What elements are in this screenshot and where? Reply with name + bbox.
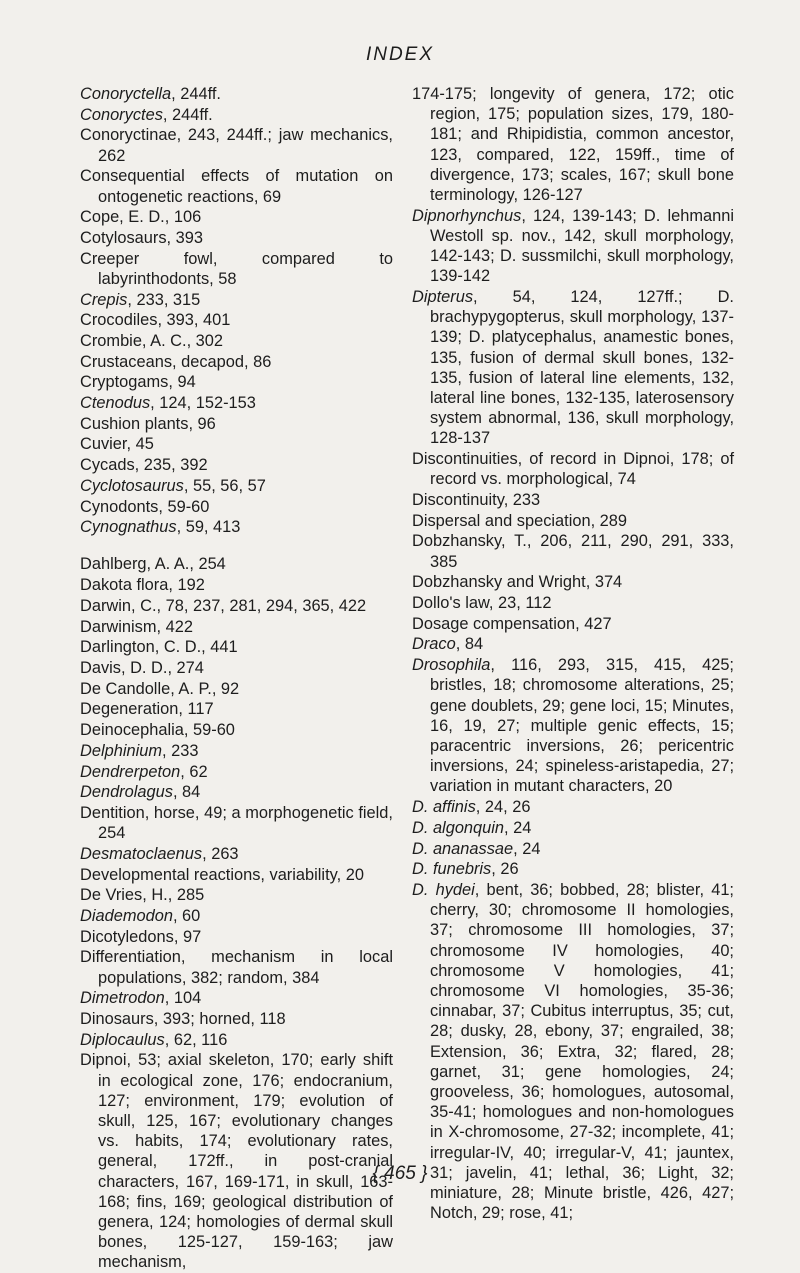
- index-references: , 59-60: [183, 721, 235, 740]
- index-entry: [80, 885, 393, 905]
- index-references: , 92: [211, 679, 240, 698]
- index-references: , 23, 112: [488, 594, 552, 613]
- index-term: Deinocephalia: [80, 721, 184, 740]
- index-term: Conoryctella: [80, 85, 172, 103]
- index-entry: [80, 596, 393, 616]
- index-references: , 374: [585, 573, 623, 592]
- index-entry: [412, 206, 734, 287]
- index-references: , 24, 26: [475, 798, 531, 817]
- page-number: { 465 }: [372, 1163, 428, 1184]
- index-entry: [80, 455, 393, 475]
- index-references: , 55, 56, 57: [183, 476, 266, 495]
- index-term: Cynognathus: [80, 518, 177, 537]
- index-entry: [80, 331, 393, 351]
- index-term: Dispersal and speciation: [412, 511, 591, 530]
- index-entry: [80, 372, 393, 392]
- index-entry: [412, 572, 734, 592]
- index-term: Crombie, A. C.: [80, 331, 187, 350]
- index-references: , 233, 315: [127, 290, 201, 309]
- index-term: Dipnorhynchus: [412, 206, 522, 225]
- index-term: Ctenodus: [80, 394, 151, 413]
- index-references: , 117: [178, 700, 214, 719]
- index-references: , bent, 36; bobbed, 28; blister, 41; cherry, 30; chromosome II homologies, 37; chromosome III homologies, 37; chromosome IV homologies, 40; chromosome V homologies, 41; chromosome VI homologies, 35-36; cinnabar, 37; Cubitus interruptus, 35; cut, 28; dusky, 28, ebony, 37; engrailed, 38; Extension, 36; Extra, 32; flared, 28; garnet, 31; gene homologies, 24; grooveless, 36; homologues, autosomal, 35-41; homologues and non-homologues in X-chromosome, 27-32; incomplete, 41; irregular-IV, 40; irregular-V, 41; jauntex, 31; javelin, 41; lethal, 36; Light, 32; miniature, 28; Minute bristle, 426, 427; Notch, 29; rose, 41;: [430, 880, 734, 1223]
- index-references: , 96: [188, 414, 216, 433]
- index-term: Davis, D. D.: [80, 658, 168, 677]
- index-entry: [412, 614, 734, 634]
- index-term: D. affinis: [412, 798, 476, 817]
- index-term: Delphinium: [80, 741, 162, 760]
- index-term: D. hydei: [412, 880, 475, 899]
- index-references: , 302: [186, 331, 224, 350]
- index-entry: [80, 166, 393, 206]
- index-entry: [80, 352, 393, 372]
- index-entry: [80, 988, 393, 1008]
- index-entry: [80, 947, 393, 987]
- index-entry: [80, 679, 393, 699]
- index-references: , 78, 237, 281, 294, 365, 422: [156, 596, 367, 615]
- index-references: , 59, 413: [176, 518, 241, 537]
- index-term: Developmental reactions, variability: [80, 865, 337, 884]
- index-term: Cotylosaurs: [80, 228, 167, 247]
- index-entry: [412, 797, 734, 817]
- index-references: , 243, 244ff.; jaw mechanics, 262: [98, 126, 393, 165]
- index-term: Drosophila: [412, 656, 491, 675]
- index-term: Draco: [412, 635, 456, 654]
- index-references: , 393, 401: [157, 311, 231, 330]
- index-term: Darlington, C. D.: [80, 638, 202, 657]
- index-entry: [80, 554, 393, 574]
- index-entry: [80, 927, 393, 947]
- index-term: Cyclotosaurus: [80, 476, 184, 495]
- index-references: , 24: [504, 818, 532, 837]
- index-references: , 24: [513, 839, 541, 858]
- index-entry: [80, 393, 393, 413]
- index-references: , 62: [180, 762, 208, 781]
- index-references: , 97: [173, 927, 202, 946]
- index-term: Dobzhansky, T.: [412, 532, 527, 551]
- index-term: Consequential effects of mutation on ontogenetic reactions: [80, 167, 393, 206]
- index-entry: [80, 658, 393, 678]
- index-term: Dosage compensation: [412, 614, 576, 633]
- index-entry: [80, 844, 393, 864]
- index-entry: [80, 1050, 393, 1272]
- index-references: , 58: [209, 269, 237, 288]
- index-term: Dentition, horse: [80, 803, 195, 822]
- index-references: , 106: [164, 208, 202, 227]
- index-references: , 62, 116: [164, 1030, 228, 1049]
- index-references: , 84: [455, 635, 484, 654]
- index-references: , 263: [202, 844, 239, 863]
- index-references: , 60: [172, 906, 201, 925]
- index-column-right: [412, 84, 734, 1224]
- index-term: Cycads: [80, 456, 135, 475]
- index-references: , 192: [168, 576, 205, 595]
- index-term: Dendrolagus: [80, 783, 173, 802]
- index-entry: [412, 839, 734, 859]
- index-references: , 235, 392: [134, 456, 208, 475]
- index-references: , 53; axial skeleton, 170; early shift in ecological zone, 176; endocranium, 127; environment, 179; evolution of skull, 125, 167; evolutionary changes vs. habits, 174; evolutionary rates, general, 172ff., in post-cranial characters, 167, 169-171, in skull, 163-168; fins, 169; geological distribution of genera, 124; homologies of dermal skull bones, 125-127, 159-163; jaw mechanism,: [98, 1051, 393, 1272]
- index-references: , 104: [164, 989, 202, 1008]
- index-term: Conoryctinae: [80, 126, 177, 145]
- index-entry: [412, 859, 734, 879]
- index-column-left: [80, 84, 393, 1273]
- index-references: , 124, 152-153: [150, 394, 256, 413]
- index-term: Dimetrodon: [80, 989, 165, 1008]
- index-term: Crocodiles: [80, 311, 158, 330]
- index-entry: [80, 476, 393, 496]
- index-term: Differentiation, mechanism in local populations: [80, 948, 393, 987]
- index-references: , 20: [336, 865, 364, 884]
- index-entry: [80, 105, 393, 125]
- index-references: , 254: [189, 555, 226, 574]
- index-term: Conoryctes: [80, 105, 163, 124]
- index-entry: [80, 720, 393, 740]
- index-entry: [80, 290, 393, 310]
- index-term: Dicotyledons: [80, 927, 174, 946]
- index-entry: [80, 517, 393, 537]
- index-references: , 289: [590, 511, 628, 530]
- index-entry: [80, 1009, 393, 1029]
- index-term: Cryptogams: [80, 373, 169, 392]
- index-entry-continuation: [412, 84, 734, 205]
- page-header: INDEX: [365, 44, 435, 65]
- index-entry: [412, 490, 734, 510]
- index-term: Discontinuities, of record in Dipnoi: [412, 450, 670, 469]
- index-term: Degeneration: [80, 700, 179, 719]
- index-term: Dipnoi: [80, 1051, 127, 1070]
- index-term: Cynodonts: [80, 497, 159, 516]
- index-entry: [412, 531, 734, 571]
- index-entry: [80, 782, 393, 802]
- index-references: , 233: [162, 741, 199, 760]
- index-references: , 393: [166, 228, 204, 247]
- index-term: De Candolle, A. P.: [80, 679, 212, 698]
- index-entry: [80, 125, 393, 165]
- index-term: Dahlberg, A. A.: [80, 555, 190, 574]
- index-references: , 274: [167, 658, 204, 677]
- index-references: , 26: [491, 860, 519, 879]
- index-entry: [80, 414, 393, 434]
- index-term: Dendrerpeton: [80, 762, 181, 781]
- index-references: , 124, 139-143; D. lehmanni Westoll sp. nov., 142, skull morphology, 142-143; D. sussmilchi, skull morphology, 139-142: [430, 206, 734, 286]
- index-references: , 94: [168, 373, 196, 392]
- index-references: , 285: [167, 886, 205, 905]
- index-references: , 86: [244, 352, 272, 371]
- index-term: Diplocaulus: [80, 1030, 165, 1049]
- index-references: , 233: [503, 491, 541, 510]
- index-references: , 59-60: [158, 497, 210, 516]
- index-entry: [412, 287, 734, 449]
- index-entry: [80, 84, 393, 104]
- index-term: Cuvier: [80, 435, 127, 454]
- index-entry: [80, 865, 393, 885]
- index-entry: [80, 207, 393, 227]
- index-term: Diademodon: [80, 906, 173, 925]
- index-references: , 49; a morphogenetic field, 254: [98, 803, 393, 843]
- index-entry: [80, 1030, 393, 1050]
- index-references: , 206, 211, 290, 291, 333, 385: [430, 532, 734, 571]
- index-entry: [80, 249, 393, 289]
- index-term: Darwin, C.: [80, 596, 157, 615]
- index-references: , 422: [156, 617, 193, 636]
- index-entry: [412, 634, 734, 654]
- index-references: , 244ff.: [162, 105, 213, 124]
- index-term: Darwinism: [80, 617, 157, 636]
- index-term: Crustaceans, decapod: [80, 352, 245, 371]
- index-term: D. ananassae: [412, 839, 514, 858]
- index-entry: [80, 617, 393, 637]
- index-entry: [80, 803, 393, 843]
- index-references: , 244ff.: [171, 85, 221, 103]
- index-entry: [80, 434, 393, 454]
- index-references: , 116, 293, 315, 415, 425; bristles, 18; chromosome alterations, 25; gene doublets, 29; gene loci, 15; Minutes, 16, 19, 27; multiple genic effects, 15; paracentric inversions, 26; pericentric inversions, 24; spineless-aristapedia, 27; variation in mutant characters, 20: [430, 656, 734, 796]
- index-references: , 441: [201, 638, 238, 657]
- index-references: , 178; of record vs. morphological, 74: [430, 450, 735, 489]
- index-term: Crepis: [80, 290, 128, 309]
- index-entry: [80, 575, 393, 595]
- index-term: Dakota flora: [80, 576, 169, 595]
- index-term: Cushion plants: [80, 414, 189, 433]
- index-term: Discontinuity: [412, 491, 504, 510]
- index-term: Cope, E. D.: [80, 208, 165, 227]
- index-references: , 84: [172, 783, 201, 802]
- index-entry: [80, 762, 393, 782]
- index-references: , 54, 124, 127ff.; D. brachypygopterus, skull morphology, 137-139; D. platycephalus, anamestic bones, 135, fusion of dermal skull bones, 132-135, fusion of lateral line elements, 132, lateral line bones, 132-135, laterosensory system abnormal, 136, skull morphology, 128-137: [430, 288, 734, 448]
- index-term: D. funebris: [412, 860, 492, 879]
- index-entry: [412, 449, 734, 489]
- index-entry: [80, 310, 393, 330]
- index-entry: [412, 511, 734, 531]
- index-references: , 69: [253, 187, 282, 206]
- index-entry: [80, 699, 393, 719]
- index-term: D. algonquin: [412, 818, 505, 837]
- index-entry: [80, 637, 393, 657]
- index-entry: [80, 741, 393, 761]
- index-term: Dollo's law: [412, 594, 489, 613]
- index-references: 174-175; longevity of genera, 172; otic region, 175; population sizes, 179, 180-181; and Rhipidistia, common ancestor, 123, compared, 122, 159ff., time of divergence, 173; scales, 167; skull bone terminology, 126-127: [412, 85, 734, 205]
- index-term: De Vries, H.: [80, 886, 168, 905]
- index-references: , 427: [575, 614, 612, 633]
- index-entry: [412, 593, 734, 613]
- index-term: Dinosaurs: [80, 1009, 154, 1028]
- index-references: , 382; random, 384: [181, 968, 320, 987]
- index-entry: [80, 906, 393, 926]
- index-entry: [412, 655, 734, 796]
- index-entry: [80, 228, 393, 248]
- index-references: , 393; horned, 118: [153, 1009, 286, 1028]
- index-term: Dipterus: [412, 288, 474, 307]
- index-entry: [412, 818, 734, 838]
- index-references: , 45: [126, 435, 154, 454]
- index-term: Desmatoclaenus: [80, 844, 203, 863]
- index-term: Dobzhansky and Wright: [412, 573, 586, 592]
- index-term: Creeper fowl, compared to labyrinthodonts: [80, 249, 393, 288]
- index-entry: [80, 497, 393, 517]
